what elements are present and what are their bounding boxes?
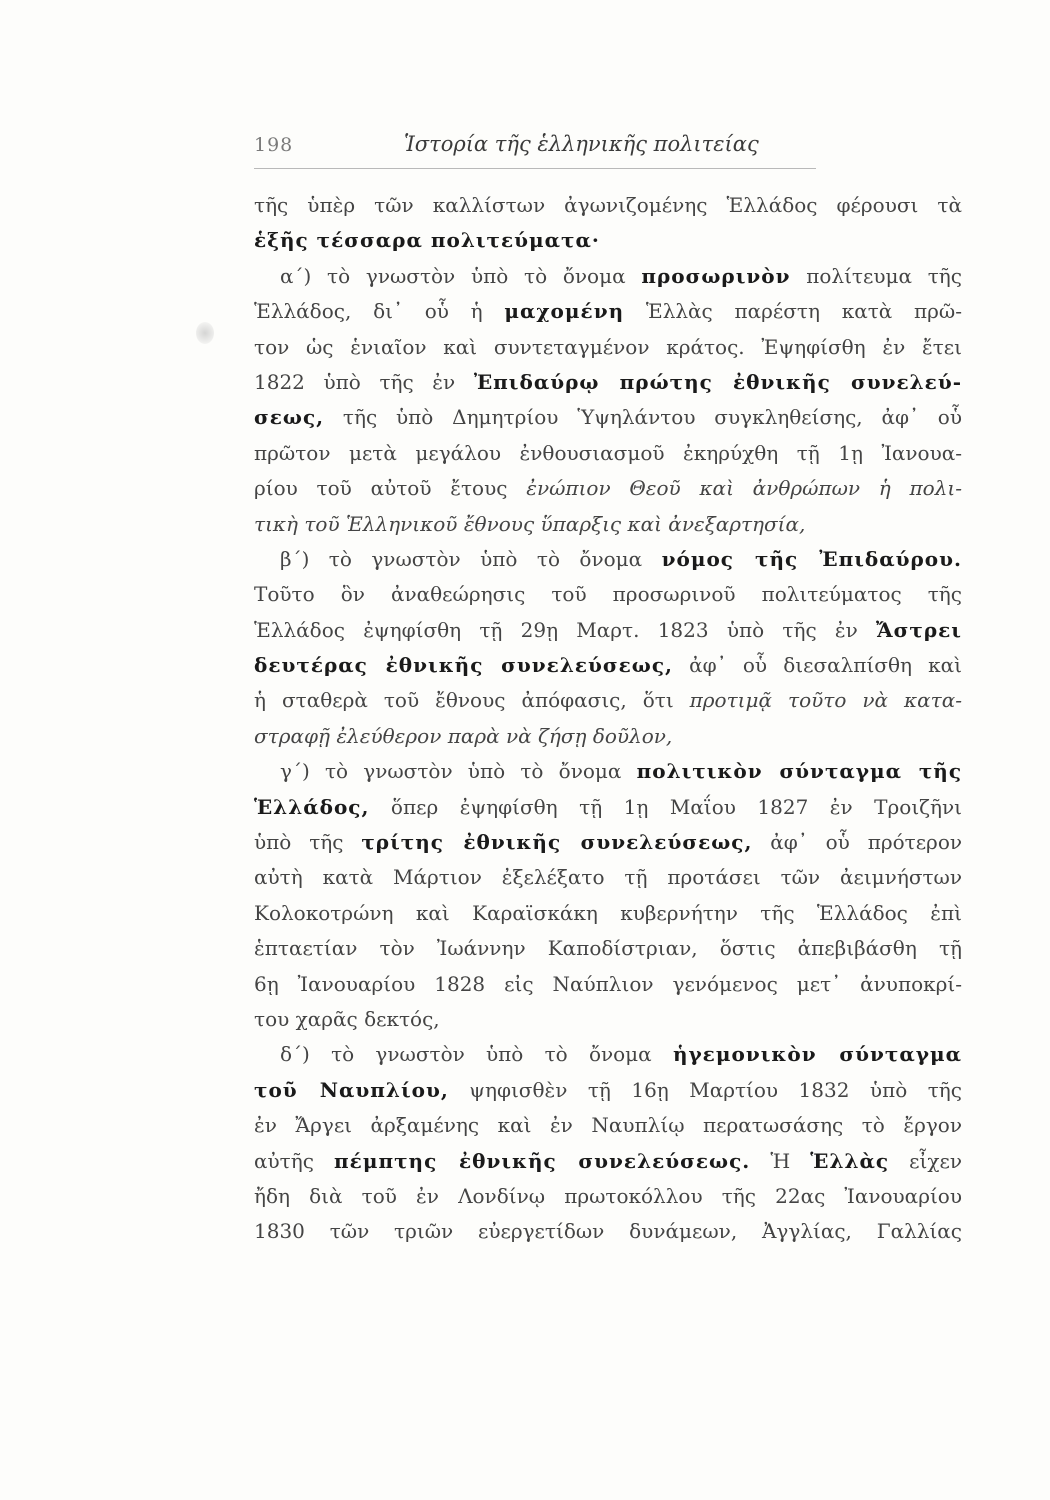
emphasized-text: Ἑλλάδος,	[254, 794, 370, 819]
text-run: ἐν Ἄργει ἀρξαμένης καὶ ἐν Ναυπλίῳ περατωσάσης τὸ ἔργον	[254, 1113, 962, 1138]
text-run: 1822 ὑπὸ τῆς ἐν	[254, 369, 474, 394]
running-head-title: Ἱστορία τῆς ἑλληνικῆς πολιτείας	[404, 132, 759, 156]
text-run: Κολοκοτρώνη καὶ Καραϊσκάκη κυβερνήτην τῆς Ἑλλάδος ἐπὶ	[254, 900, 962, 925]
text-run: τῆς ὑπὲρ τῶν καλλίστων ἀγωνιζομένης Ἑλλάδος φέρουσι τὰ	[254, 193, 962, 217]
text-line	[254, 683, 962, 718]
text-run: πολίτευμα τῆς	[790, 263, 962, 288]
text-line	[254, 542, 962, 577]
text-line	[254, 188, 962, 223]
text-run: του χαρᾶς δεκτός,	[254, 1006, 440, 1031]
emphasized-text: σεως,	[254, 405, 325, 430]
text-line	[254, 1002, 962, 1037]
text-line	[254, 471, 962, 506]
text-run: 1830 τῶν τριῶν εὐεργετίδων δυνάμεων, Ἀγγλίας, Γαλλίας	[254, 1219, 962, 1244]
page-smudge	[196, 322, 214, 344]
text-line	[254, 754, 962, 789]
text-line	[254, 400, 962, 435]
text-line	[254, 825, 962, 860]
emphasized-text: προσωρινὸν	[641, 263, 791, 288]
text-run: πρῶτον μετὰ μεγάλου ἐνθουσιασμοῦ ἐκηρύχθη τῇ 1ῃ Ἰανουα-	[254, 440, 962, 465]
text-run: Ἑλλάδος ἐψηφίσθη τῇ 29ῃ Μαρτ. 1823 ὑπὸ τῆς ἐν	[254, 617, 877, 642]
emphasized-text: Ἄστρει	[876, 617, 962, 642]
text-run: ὑπὸ τῆς	[254, 830, 362, 855]
text-line	[254, 365, 962, 400]
text-run: εἶχεν	[889, 1148, 962, 1173]
text-run: 6ῃ Ἰανουαρίου 1828 εἰς Ναύπλιον γενόμενος μετ᾽ ἀνυποκρί-	[254, 971, 962, 996]
page-number: 198	[254, 134, 294, 156]
text-run: α´) τὸ γνωστὸν ὑπὸ τὸ ὄνομα	[280, 263, 642, 288]
emphasized-text: Ἑλλὰς	[810, 1148, 890, 1173]
text-line	[254, 577, 962, 612]
text-line	[254, 1214, 962, 1249]
text-run: ἑπταετίαν τὸν Ἰωάννην Καποδίστριαν, ὅστις ἀπεβιβάσθη τῇ	[254, 936, 962, 961]
text-line	[254, 1144, 962, 1179]
text-line	[254, 1179, 962, 1214]
emphasized-text: τοῦ Ναυπλίου,	[254, 1077, 449, 1102]
text-line	[254, 1037, 962, 1072]
text-run: Τοῦτο ὃν ἀναθεώρησις τοῦ προσωρινοῦ πολιτεύματος τῆς	[254, 582, 962, 607]
italic-text: ἐνώπιον Θεοῦ καὶ ἀνθρώπων ἡ πολι-	[526, 476, 962, 501]
text-run: ρίου τοῦ αὐτοῦ ἔτους	[254, 476, 527, 501]
text-line	[254, 790, 962, 825]
text-line	[254, 436, 962, 471]
italic-text: στραφῇ ἐλεύθερον παρὰ νὰ ζήσῃ δοῦλον,	[254, 723, 673, 748]
emphasized-text: μαχομένη	[504, 299, 625, 324]
text-run: τῆς ὑπὸ Δημητρίου Ὑψηλάντου συγκληθείσης, ἀφ᾽ οὗ	[324, 405, 962, 430]
text-line	[254, 931, 962, 966]
text-run: Ἡ	[750, 1148, 811, 1173]
text-line	[254, 259, 962, 294]
text-line	[254, 613, 962, 648]
emphasized-text: ἡγεμονικὸν σύνταγμα	[672, 1042, 962, 1067]
text-run: αὐτὴ κατὰ Μάρτιον ἐξελέξατο τῇ προτάσει τῶν ἀειμνήστων	[254, 865, 962, 890]
text-line	[254, 967, 962, 1002]
text-line	[254, 1073, 962, 1108]
text-run: γ´) τὸ γνωστὸν ὑπὸ τὸ ὄνομα	[280, 759, 637, 784]
emphasized-text: πέμπτης ἐθνικῆς συνελεύσεως.	[334, 1148, 751, 1173]
text-line	[254, 223, 962, 258]
emphasized-text: ἑξῆς τέσσαρα πολιτεύματα·	[254, 228, 600, 253]
text-run: ἀφ᾽ οὗ πρότερον	[752, 830, 962, 855]
text-run: τον ὡς ἑνιαῖον καὶ συντεταγμένον κράτος. Ἐψηφίσθη ἐν ἔτει	[254, 334, 962, 359]
text-line	[254, 648, 962, 683]
text-line	[254, 330, 962, 365]
text-run: αὐτῆς	[254, 1148, 335, 1173]
body-text	[254, 188, 962, 1250]
text-line	[254, 1108, 962, 1143]
text-line	[254, 860, 962, 895]
text-run: Ἑλλάδος, δι᾽ οὗ ἡ	[254, 299, 505, 324]
text-run: ἤδη διὰ τοῦ ἐν Λονδίνῳ πρωτοκόλλου τῆς 22ας Ἰανουαρίου	[254, 1183, 962, 1208]
text-run: ἀφ᾽ οὗ διεσαλπίσθη καὶ	[673, 653, 962, 678]
text-line	[254, 719, 962, 754]
text-line	[254, 896, 962, 931]
emphasized-text: Ἐπιδαύρῳ πρώτης ἐθνικῆς συνελεύ-	[473, 369, 962, 394]
running-head	[254, 128, 816, 169]
emphasized-text: νόμος τῆς Ἐπιδαύρου.	[661, 546, 962, 571]
text-run: Ἑλλὰς παρέστη κατὰ πρῶ-	[624, 299, 962, 324]
text-run: β´) τὸ γνωστὸν ὑπὸ τὸ ὄνομα	[280, 546, 662, 571]
text-line	[254, 294, 962, 329]
emphasized-text: πολιτικὸν σύνταγμα τῆς	[636, 759, 962, 784]
text-run: ἡ σταθερὰ τοῦ ἔθνους ἀπόφασις, ὅτι	[254, 688, 690, 713]
emphasized-text: δευτέρας ἐθνικῆς συνελεύσεως,	[254, 653, 673, 678]
text-line	[254, 507, 962, 542]
emphasized-text: τρίτης ἐθνικῆς συνελεύσεως,	[361, 830, 753, 855]
text-run: ὅπερ ἐψηφίσθη τῇ 1ῃ Μαΐου 1827 ἐν Τροιζῆνι	[369, 794, 962, 819]
italic-text: τικὴ τοῦ Ἑλληνικοῦ ἔθνους ὕπαρξις καὶ ἀνεξαρτησία,	[254, 511, 806, 536]
italic-text: προτιμᾷ τοῦτο νὰ κατα-	[689, 688, 962, 713]
text-run: ψηφισθὲν τῇ 16ῃ Μαρτίου 1832 ὑπὸ τῆς	[448, 1077, 962, 1102]
text-run: δ´) τὸ γνωστὸν ὑπὸ τὸ ὄνομα	[280, 1042, 673, 1067]
